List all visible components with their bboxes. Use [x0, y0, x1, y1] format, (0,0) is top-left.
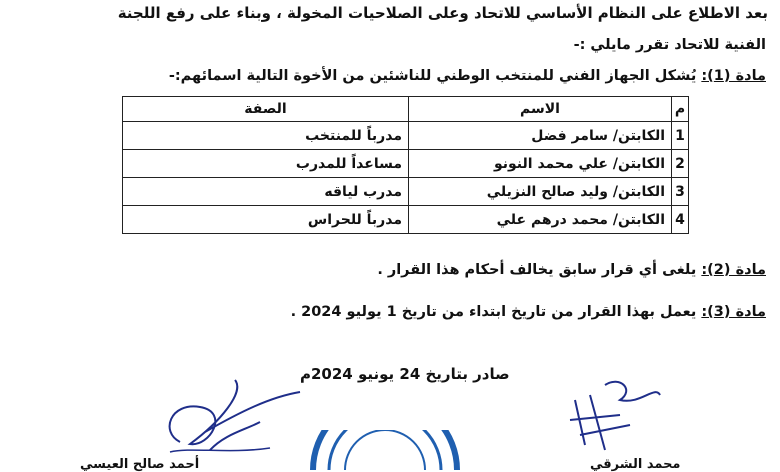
row-num: 4: [672, 206, 689, 234]
row-name: الكابتن/ علي محمد النونو: [409, 150, 672, 178]
article-3: [291, 304, 766, 320]
article-3-text: يعمل بهذا القرار من تاريخ ابتداء من تاريخ 1 يوليو 2024 .: [290, 304, 702, 320]
article-2-label: مادة (2):: [701, 262, 766, 278]
row-name: الكابتن/ سامر فضل: [409, 122, 672, 150]
right-signatory-name: محمد الشرقي: [590, 457, 681, 472]
header-num: م: [672, 97, 689, 122]
row-role: مدرباً للمنتخب: [123, 122, 409, 150]
article-2-text: يلغى أي قرار سابق يخالف أحكام هذا القرار .: [377, 262, 702, 278]
table-row: [123, 122, 689, 150]
article-2: [377, 262, 766, 278]
row-name: الكابتن/ محمد درهم علي: [409, 206, 672, 234]
table-row: [123, 150, 689, 178]
table-header-row: [123, 97, 689, 122]
article-1: [169, 68, 766, 84]
article-3-label: مادة (3):: [701, 304, 766, 320]
left-signatory-name: أحمد صالح العيسي: [80, 457, 200, 472]
row-name: الكابتن/ وليد صالح النزيلي: [409, 178, 672, 206]
issue-date: صادر بتاريخ 24 يونيو 2024م: [300, 365, 510, 383]
table-row: [123, 206, 689, 234]
table-row: [123, 178, 689, 206]
row-num: 1: [672, 122, 689, 150]
intro-line-1: بعد الاطلاع على النظام الأساسي للاتحاد وعلى الصلاحيات المخولة ، وبناء على رفع اللجنة: [117, 4, 768, 22]
row-num: 2: [672, 150, 689, 178]
official-stamp-icon: [305, 430, 465, 470]
row-num: 3: [672, 178, 689, 206]
intro-line-2: الفنية للاتحاد تقرر مايلي :-: [573, 37, 766, 53]
header-name: الاسم: [409, 97, 672, 122]
row-role: مدرباً للحراس: [123, 206, 409, 234]
row-role: مساعداً للمدرب: [123, 150, 409, 178]
right-signature-icon: [560, 365, 670, 460]
header-role: الصفة: [123, 97, 409, 122]
article-1-text: يُشكل الجهاز الفني للمنتخب الوطني للناشئين من الأخوة التالية اسمائهم:-: [168, 68, 702, 84]
left-signature-icon: [150, 372, 330, 462]
row-role: مدرب لياقه: [123, 178, 409, 206]
article-1-label: مادة (1):: [701, 68, 766, 84]
staff-table: [122, 96, 689, 234]
